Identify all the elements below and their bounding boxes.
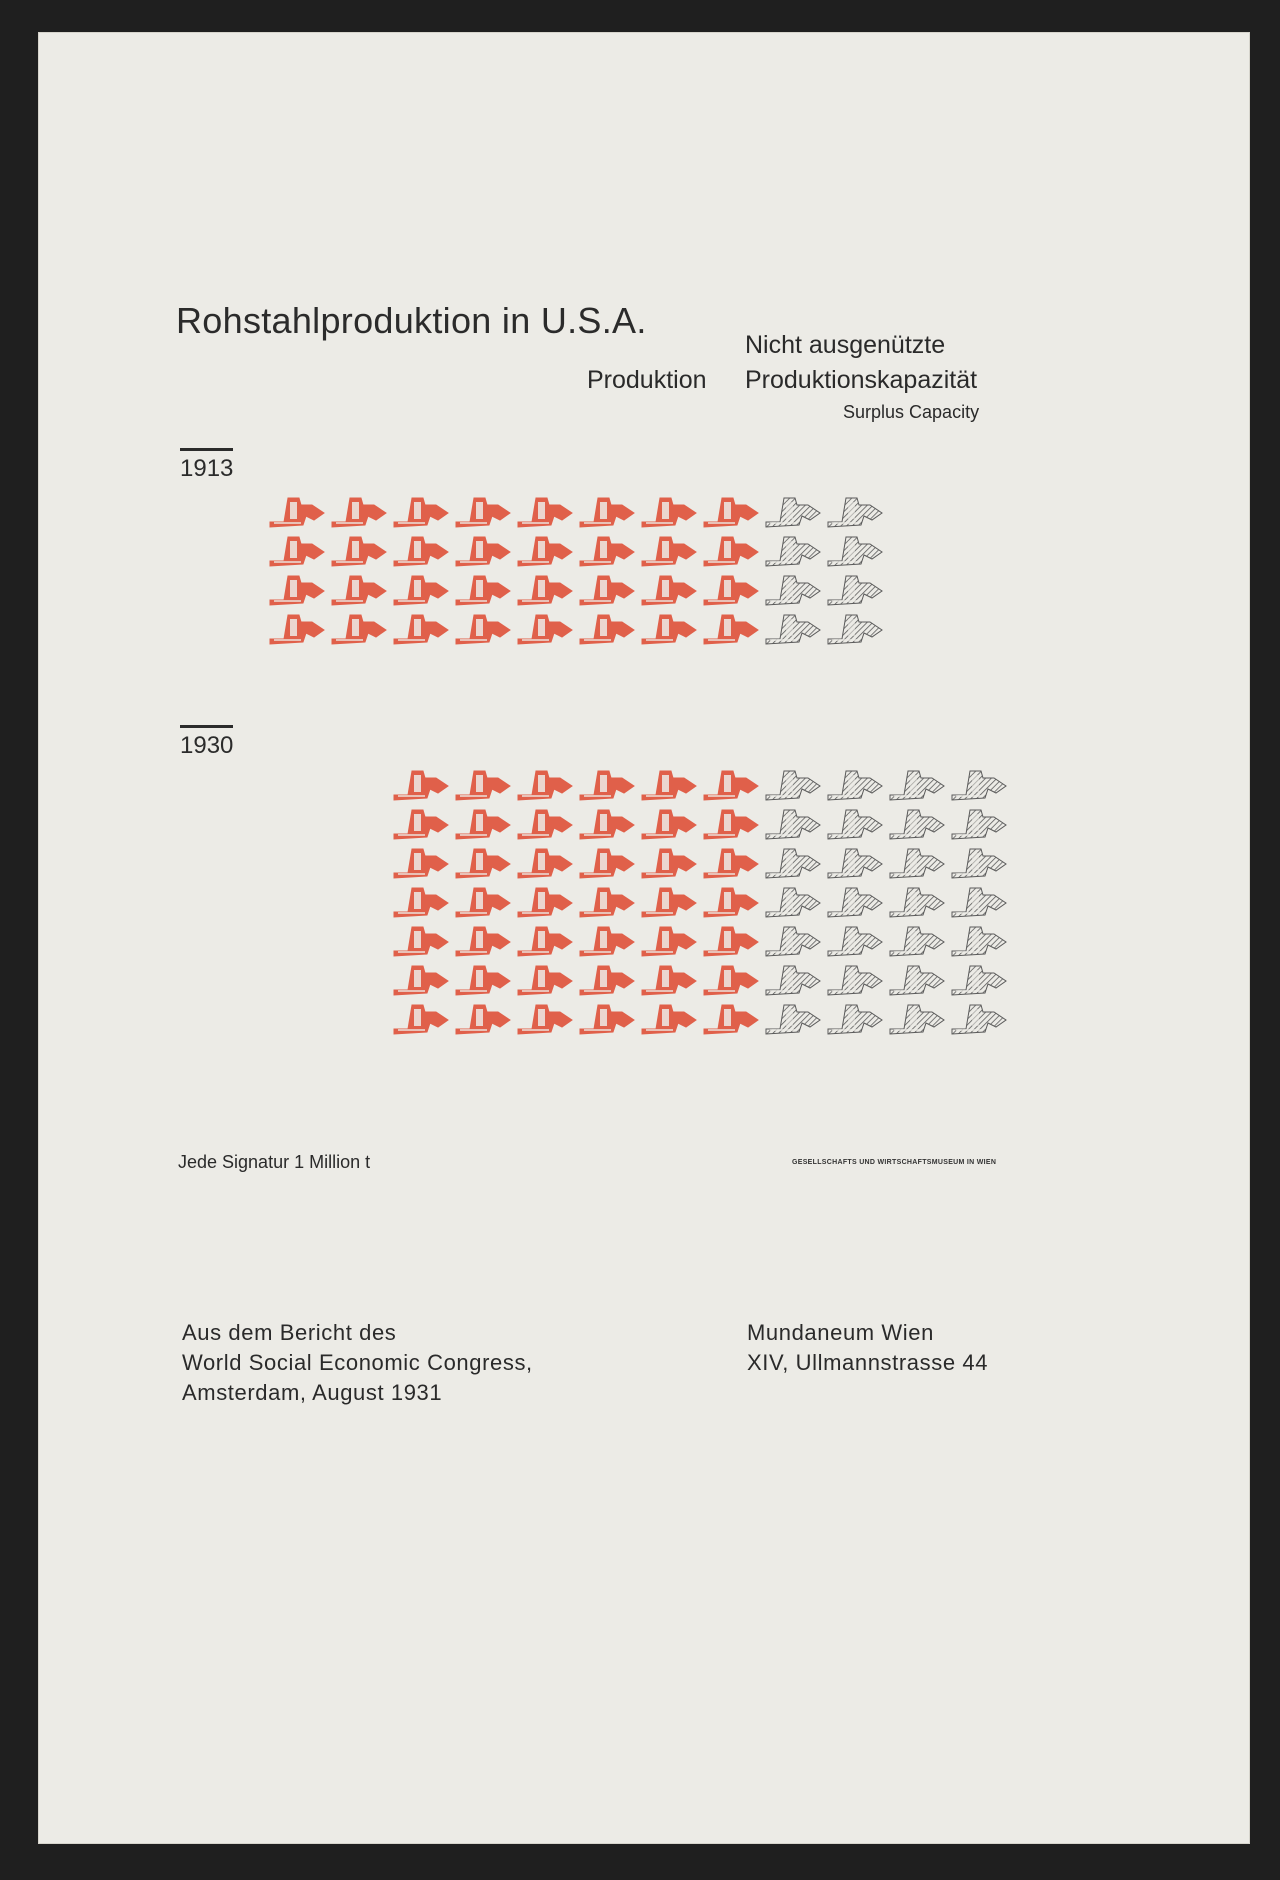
surplus-symbol <box>766 927 820 956</box>
production-symbol <box>704 927 758 956</box>
production-symbol <box>518 849 572 878</box>
surplus-symbol <box>766 771 820 800</box>
production-symbol <box>456 498 510 527</box>
production-symbol <box>518 771 572 800</box>
surplus-symbol <box>890 888 944 917</box>
production-symbol <box>580 927 634 956</box>
year-label-1930: 1930 <box>180 725 233 760</box>
production-symbol <box>394 927 448 956</box>
production-symbol <box>642 888 696 917</box>
production-symbol <box>456 615 510 644</box>
production-symbol <box>580 615 634 644</box>
surplus-symbol <box>952 966 1006 995</box>
production-symbol <box>456 810 510 839</box>
legend-production-label: Produktion <box>587 366 707 394</box>
production-symbol <box>456 537 510 566</box>
production-symbol <box>332 537 386 566</box>
production-symbol <box>580 771 634 800</box>
source-line: Aus dem Bericht des <box>182 1320 397 1345</box>
source-line: Amsterdam, August 1931 <box>182 1380 443 1405</box>
production-symbol <box>642 537 696 566</box>
production-symbol <box>270 615 324 644</box>
address-block <box>747 1318 988 1378</box>
production-symbol <box>456 1005 510 1034</box>
production-symbol <box>580 849 634 878</box>
surplus-symbol <box>890 771 944 800</box>
production-symbol <box>704 537 758 566</box>
production-symbol <box>518 888 572 917</box>
production-symbol <box>642 576 696 605</box>
surplus-symbol <box>890 849 944 878</box>
production-symbol <box>704 1005 758 1034</box>
unit-note: Jede Signatur 1 Million t <box>178 1152 371 1172</box>
surplus-symbol <box>766 849 820 878</box>
production-symbol <box>642 771 696 800</box>
surplus-symbol <box>890 966 944 995</box>
surplus-symbol <box>828 1005 882 1034</box>
surplus-symbol <box>952 888 1006 917</box>
surplus-symbol <box>828 498 882 527</box>
production-symbol <box>580 966 634 995</box>
production-symbol <box>394 810 448 839</box>
surplus-symbol <box>828 576 882 605</box>
production-symbol <box>394 537 448 566</box>
surplus-symbol <box>828 615 882 644</box>
surplus-symbol <box>828 966 882 995</box>
production-symbol <box>270 498 324 527</box>
production-symbol <box>394 498 448 527</box>
production-symbol <box>394 888 448 917</box>
source-line: World Social Economic Congress, <box>182 1350 533 1375</box>
production-symbol <box>332 615 386 644</box>
production-symbol <box>580 888 634 917</box>
legend-surplus-label-en: Surplus Capacity <box>843 402 980 422</box>
production-symbol <box>518 966 572 995</box>
production-symbol <box>642 927 696 956</box>
production-symbol <box>704 498 758 527</box>
production-symbol <box>394 966 448 995</box>
surplus-symbol <box>766 537 820 566</box>
production-symbol <box>518 498 572 527</box>
surplus-symbol <box>766 966 820 995</box>
production-symbol <box>704 966 758 995</box>
production-symbol <box>642 849 696 878</box>
production-symbol <box>518 537 572 566</box>
surplus-symbol <box>952 849 1006 878</box>
production-symbol <box>580 537 634 566</box>
surplus-symbol <box>828 771 882 800</box>
surplus-symbol <box>766 615 820 644</box>
production-symbol <box>704 810 758 839</box>
production-symbol <box>394 615 448 644</box>
production-symbol <box>518 615 572 644</box>
year-label-1913: 1913 <box>180 448 233 483</box>
surplus-symbol <box>952 771 1006 800</box>
production-symbol <box>456 966 510 995</box>
production-symbol <box>642 810 696 839</box>
production-symbol <box>642 615 696 644</box>
production-symbol <box>518 1005 572 1034</box>
surplus-symbol <box>828 810 882 839</box>
surplus-symbol <box>890 810 944 839</box>
production-symbol <box>394 576 448 605</box>
publisher-credit: GESELLSCHAFTS UND WIRTSCHAFTSMUSEUM IN WIEN <box>792 1159 997 1166</box>
legend-surplus-label-line1: Nicht ausgenützte <box>745 331 946 359</box>
production-symbol <box>518 927 572 956</box>
surplus-symbol <box>766 810 820 839</box>
production-symbol <box>394 771 448 800</box>
production-symbol <box>456 576 510 605</box>
chart-title: Rohstahlproduktion in U.S.A. <box>176 300 647 341</box>
production-symbol <box>580 810 634 839</box>
production-symbol <box>704 849 758 878</box>
production-symbol <box>270 537 324 566</box>
surplus-symbol <box>890 927 944 956</box>
legend-surplus-label-line2: Produktionskapazität <box>745 366 978 394</box>
production-symbol <box>580 1005 634 1034</box>
production-symbol <box>394 1005 448 1034</box>
production-symbol <box>518 810 572 839</box>
production-symbol <box>704 615 758 644</box>
production-symbol <box>704 576 758 605</box>
surplus-symbol <box>766 576 820 605</box>
surplus-symbol <box>828 927 882 956</box>
surplus-symbol <box>766 888 820 917</box>
surplus-symbol <box>766 498 820 527</box>
production-symbol <box>456 849 510 878</box>
surplus-symbol <box>828 888 882 917</box>
surplus-symbol <box>828 537 882 566</box>
surplus-symbol <box>828 849 882 878</box>
production-symbol <box>456 927 510 956</box>
production-symbol <box>642 498 696 527</box>
surplus-symbol <box>952 927 1006 956</box>
production-symbol <box>332 576 386 605</box>
production-symbol <box>642 1005 696 1034</box>
production-symbol <box>642 966 696 995</box>
surplus-symbol <box>890 1005 944 1034</box>
surplus-symbol <box>766 1005 820 1034</box>
source-block <box>182 1318 533 1408</box>
address-line: Mundaneum Wien <box>747 1320 934 1345</box>
production-symbol <box>580 576 634 605</box>
production-symbol <box>394 849 448 878</box>
production-symbol <box>518 576 572 605</box>
production-symbol <box>332 498 386 527</box>
production-symbol <box>456 888 510 917</box>
production-symbol <box>704 771 758 800</box>
production-symbol <box>580 498 634 527</box>
surplus-symbol <box>952 810 1006 839</box>
address-line: XIV, Ullmannstrasse 44 <box>747 1350 989 1375</box>
production-symbol <box>704 888 758 917</box>
surplus-symbol <box>952 1005 1006 1034</box>
production-symbol <box>270 576 324 605</box>
production-symbol <box>456 771 510 800</box>
